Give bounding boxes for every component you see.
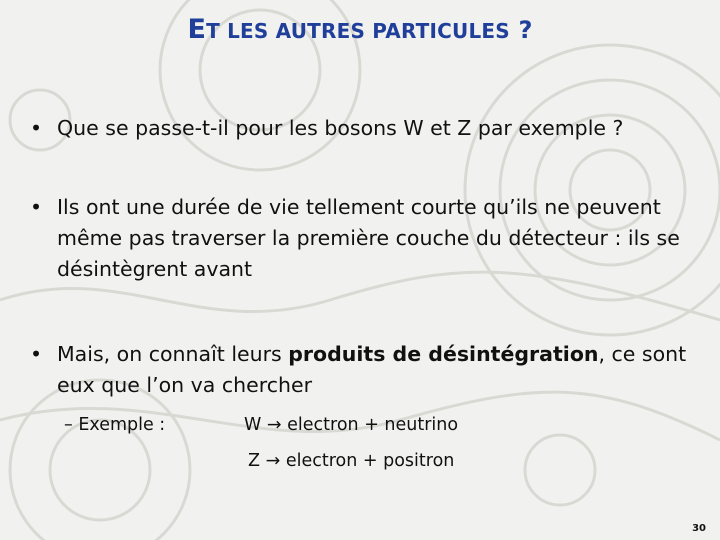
title-first-letter: E (187, 14, 207, 45)
title-rest: T LES AUTRES PARTICULES (206, 19, 510, 43)
arrow-icon: → (266, 415, 282, 435)
bullet-text-bold: produits de désintégration (288, 342, 599, 366)
bullet-symbol: • (30, 342, 43, 366)
decay-line-z (248, 449, 454, 473)
bullet-text-before: Mais, on connaît leurs (57, 342, 289, 366)
bullet-text: Que se passe-t-il pour les bosons W et Z par exemple ? (57, 116, 624, 140)
decay-products: electron + neutrino (287, 415, 459, 435)
bullet-symbol: • (30, 116, 43, 140)
bullet-1 (30, 113, 697, 144)
decay-products: electron + positron (285, 451, 455, 471)
slide-title (0, 14, 720, 45)
title-question-mark: ? (518, 16, 533, 44)
bullet-text-after: , ce sont eux que l’on va chercher (57, 342, 687, 397)
decay-line-w (244, 413, 458, 437)
bullet-symbol: • (30, 195, 43, 219)
example-label: – Exemple : (64, 415, 166, 435)
decay-particle: W (244, 415, 262, 435)
decay-particle: Z (248, 451, 260, 471)
bullet-text: Ils ont une durée de vie tellement courte qu’ils ne peuvent même pas traverser la première couche du détecteur : ils se désintègrent avant (57, 195, 680, 281)
arrow-icon: → (265, 451, 281, 471)
bullet-3 (30, 339, 687, 401)
page-number: 30 (692, 523, 706, 534)
bullet-text (57, 339, 687, 401)
bullet-2 (30, 192, 687, 285)
